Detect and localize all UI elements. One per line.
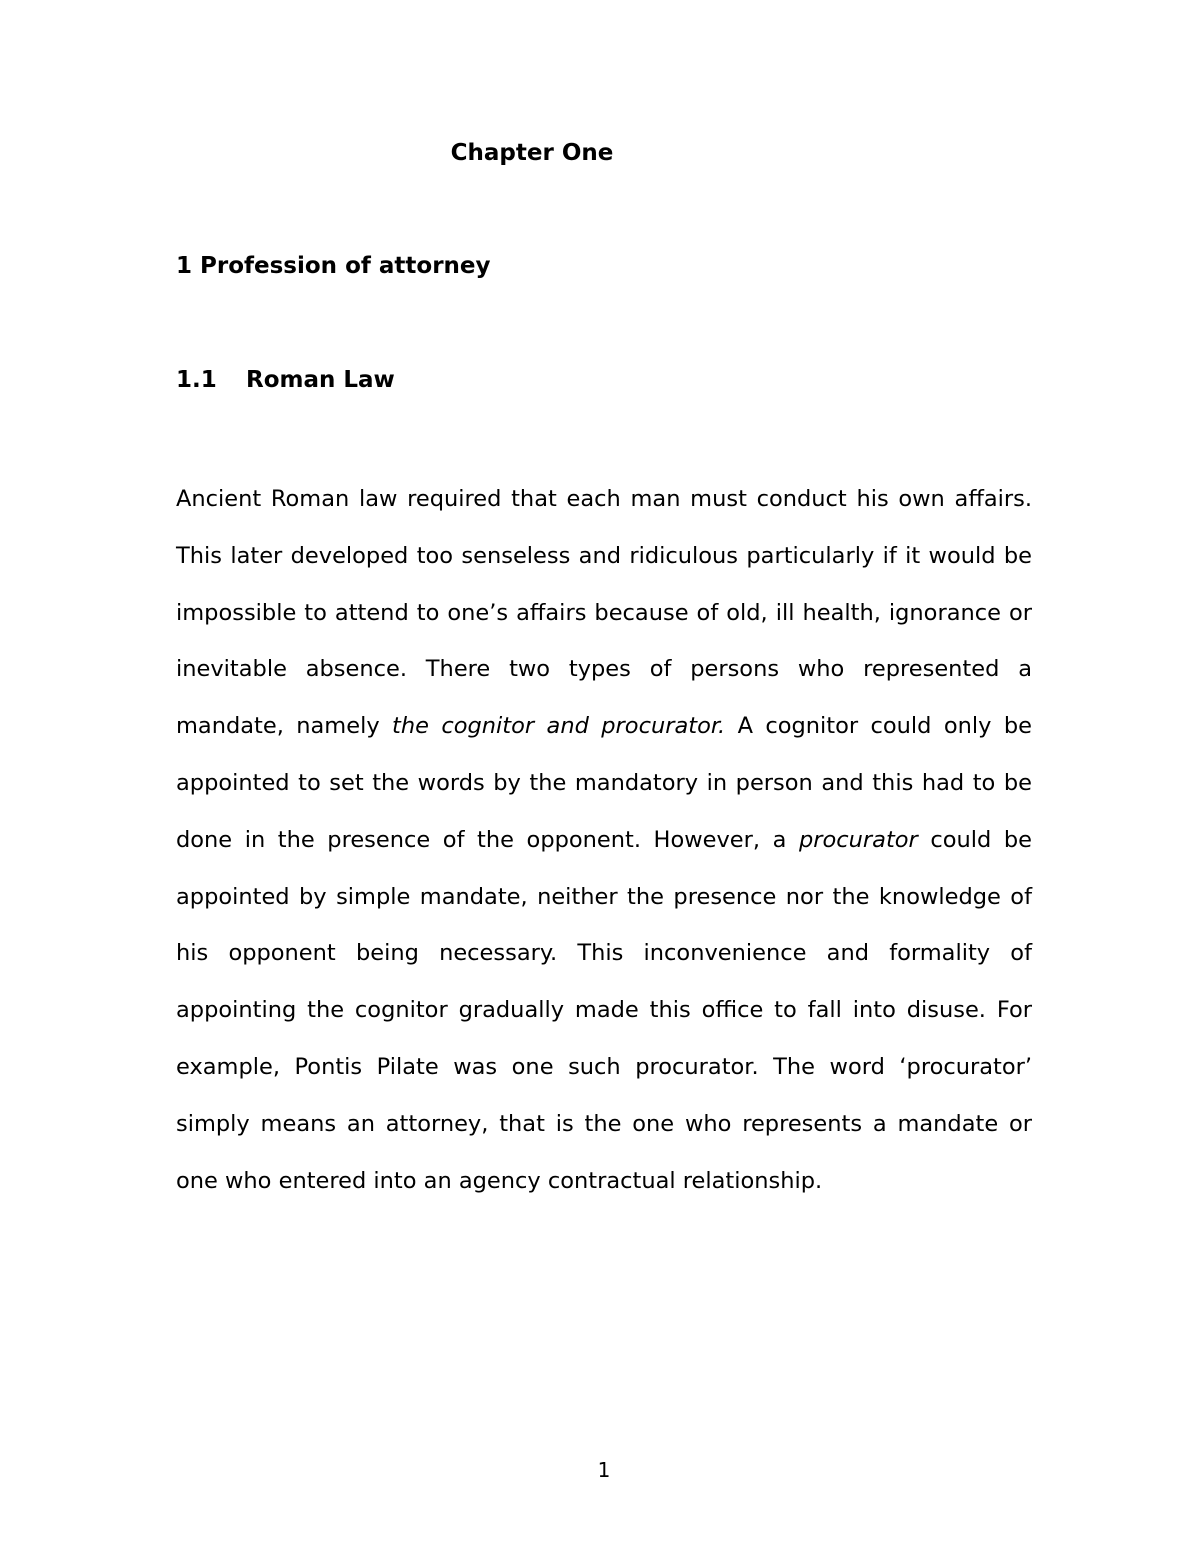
subsection-title: Roman Law [246, 367, 395, 393]
page-number: 1 [597, 1458, 611, 1482]
subsection-number: 1.1 [176, 367, 217, 393]
body-paragraph [176, 471, 1032, 1209]
section-heading: 1 Profession of attorney [176, 253, 491, 279]
paragraph-italic-cognitor-procurator: the cognitor and procurator. [392, 713, 726, 740]
subsection-heading [176, 367, 395, 393]
paragraph-text-part-3: could be appointed by simple mandate, neither the presence nor the knowledge of his opponent being necessary. This inconvenience and formality of appointing the cognitor gradually made this office to fall into disuse. For example, Pontis Pilate was one such procurator. The word ‘procurator’ simply means an attorney, that is the one who represents a mandate or one who entered into an agency contractual relationship. [176, 826, 1032, 1194]
chapter-title: Chapter One [450, 140, 614, 166]
paragraph-text-part-1: Ancient Roman law required that each man must conduct his own affairs. This later developed too senseless and ridiculous particularly if it would be impossible to attend to one’s affairs because of old, ill health, ignorance or inevitable absence. There two types of persons who represented a mandate, namely [176, 486, 1032, 740]
paragraph-text-part-2: A cognitor could only be appointed to set the words by the mandatory in person and this had to be done in the presence of the opponent. However, a [176, 713, 1032, 853]
paragraph-italic-procurator: procurator [798, 826, 918, 853]
